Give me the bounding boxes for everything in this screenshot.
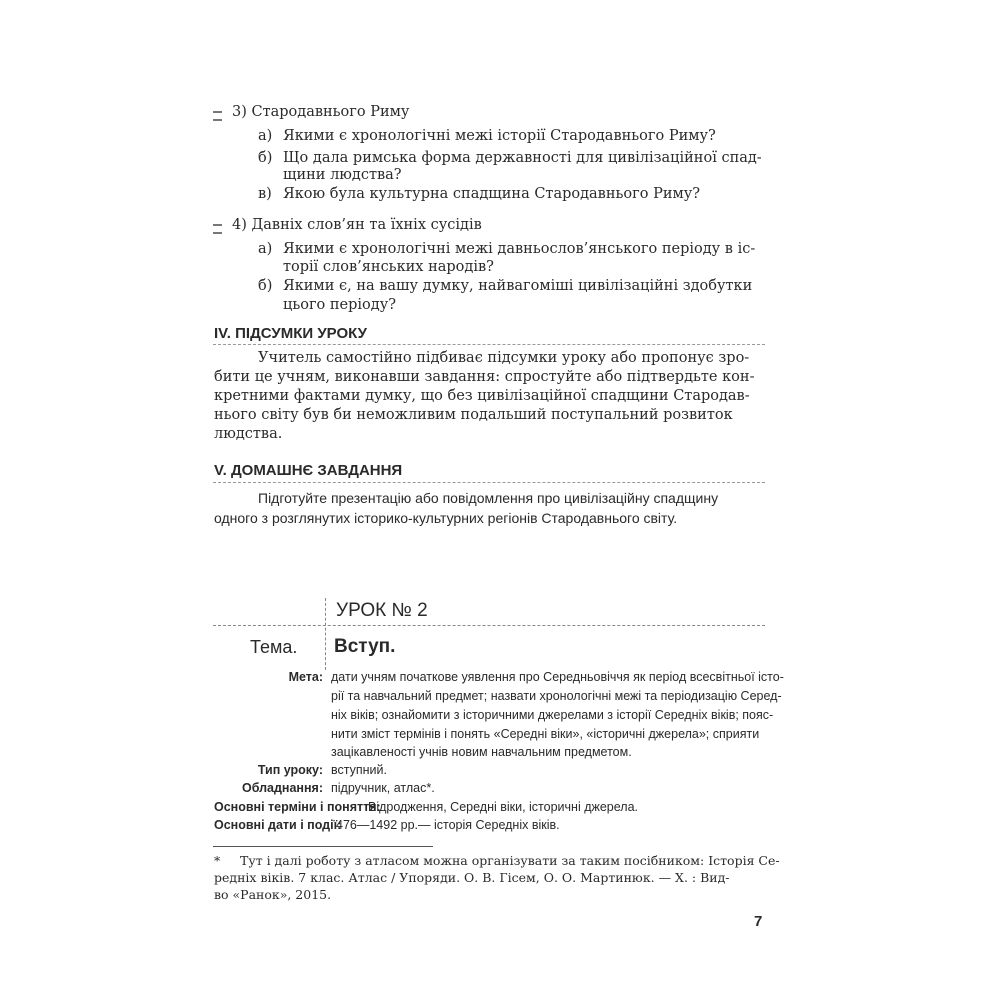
section-heading-homework: V. ДОМАШНЄ ЗАВДАННЯ [214, 462, 403, 479]
item-letter: б) [258, 150, 273, 166]
item-text: Що дала римська форма державності для цивілізаційної спад- [283, 150, 762, 166]
type-value: вступний. [331, 763, 387, 777]
terms-label: Основні терміни і поняття: [214, 800, 381, 814]
paragraph-line: одного з розглянутих історико-культурних регіонів Стародавнього світу. [214, 510, 678, 526]
footnote-mark: * [214, 853, 221, 868]
goal-line: рії та навчальний предмет; назвати хронологічні межі та періодизацію Серед- [331, 689, 782, 703]
page-number: 7 [754, 913, 763, 930]
item-letter: а) [258, 128, 273, 144]
type-label: Тип уроку: [257, 763, 323, 777]
paragraph-line: бити це учням, виконавши завдання: спростуйте або підтвердьте кон- [214, 369, 755, 385]
item-letter: а) [258, 241, 273, 257]
section-4-heading: 4) Давніх слов’ян та їхніх сусідів [232, 217, 482, 233]
equipment-label: Обладнання: [241, 781, 323, 795]
paragraph-line: Підготуйте презентацію або повідомлення про цивілізаційну спадщину [258, 490, 719, 506]
section-divider [213, 482, 765, 483]
dates-label: Основні дати і події: [214, 818, 342, 832]
goal-line: ніх віків; ознайомити з історичними джерелами з історії Середніх віків; пояс- [331, 708, 774, 722]
paragraph-line: людства. [214, 426, 283, 442]
lesson-divider [213, 625, 765, 626]
item-text: щини людства? [283, 167, 402, 183]
item-text: Якою була культурна спадщина Стародавнього Риму? [283, 186, 701, 202]
section-3-heading: 3) Стародавнього Риму [232, 104, 410, 120]
footnote-rule [213, 846, 433, 847]
terms-value: Відродження, Середні віки, історичні джерела. [368, 800, 639, 814]
bullet-marker [213, 224, 222, 234]
item-text: цього періоду? [283, 297, 397, 313]
paragraph-line: Учитель самостійно підбиває підсумки уроку або пропонує зро- [258, 350, 750, 366]
footnote-line: Тут і далі роботу з атласом можна організувати за таким посібником: Історія Се- [240, 853, 780, 868]
paragraph-line: кретними фактами думку, що без цивілізаційної спадщини Стародав- [214, 388, 750, 404]
goal-line: зацікавленості учнів новим навчальним предметом. [331, 745, 632, 759]
equipment-value: підручник, атлас*. [331, 781, 435, 795]
paragraph-line: нього світу був би неможливим подальший поступальний розвиток [214, 407, 733, 423]
footnote-line: во «Ранок», 2015. [214, 887, 332, 902]
dates-value: 476—1492 рр.— історія Середніх віків. [336, 818, 560, 832]
theme-value: Вступ. [334, 636, 396, 657]
theme-label: Тема. [250, 637, 298, 657]
goal-line: нити зміст термінів і понять «Середні віки», «історичні джерела»; сприяти [331, 727, 760, 741]
lesson-number: УРОК № 2 [336, 600, 428, 621]
bullet-marker [213, 111, 222, 121]
item-text: Якими є, на вашу думку, найвагоміші цивілізаційні здобутки [283, 278, 753, 294]
item-letter: в) [258, 186, 272, 202]
item-letter: б) [258, 278, 273, 294]
item-text: Якими є хронологічні межі давньослов’янського періоду в іс- [283, 241, 756, 257]
section-heading-summary: IV. ПІДСУМКИ УРОКУ [214, 325, 367, 342]
footnote-line: редніх віків. 7 клас. Атлас / Упоряди. О. В. Гісем, О. О. Мартинюк. — Х. : Вид- [214, 870, 730, 885]
lesson-vertical-rule [325, 598, 326, 670]
goal-line: дати учням початкове уявлення про Середньовіччя як період всесвітньої істо- [331, 670, 784, 684]
section-divider [213, 344, 765, 345]
item-text: Якими є хронологічні межі історії Стародавнього Риму? [283, 128, 716, 144]
item-text: торії слов’янських народів? [283, 259, 494, 275]
goal-label: Мета: [288, 670, 323, 684]
